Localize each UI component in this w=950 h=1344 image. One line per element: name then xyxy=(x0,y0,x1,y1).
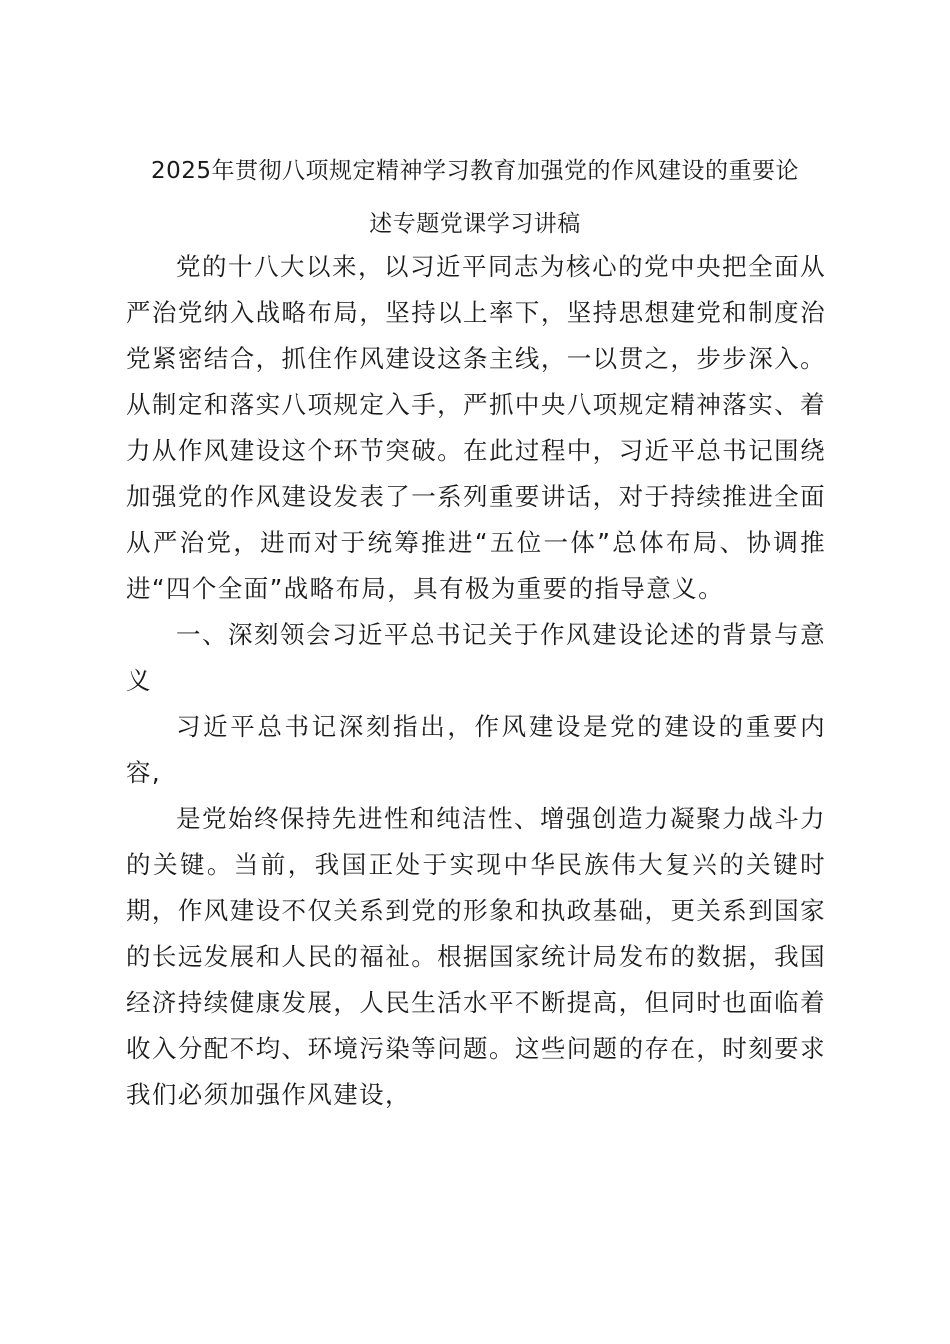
document-title-line-1: 2025年贯彻八项规定精神学习教育加强党的作风建设的重要论 xyxy=(150,158,800,184)
section-heading-1: 一、深刻领会习近平总书记关于作风建设论述的背景与意义 xyxy=(126,620,826,695)
document-body xyxy=(126,244,826,1118)
document-title-line-2: 述专题党课学习讲稿 xyxy=(369,211,581,237)
paragraph-section-1-body: 是党始终保持先进性和纯洁性、增强创造力凝聚力战斗力的关键。当前，我国正处于实现中华民族伟大复兴的关键时期，作风建设不仅关系到党的形象和执政基础，更关系到国家的长远发展和人民的福祉。根据国家统计局发布的数据，我国经济持续健康发展，人民生活水平不断提高，但同时也面临着收入分配不均、环境污染等问题。这些问题的存在，时刻要求我们必须加强作风建设， xyxy=(126,804,826,1109)
paragraph-section-1-lead: 习近平总书记深刻指出，作风建设是党的建设的重要内容, xyxy=(126,712,826,787)
paragraph-intro: 党的十八大以来，以习近平同志为核心的党中央把全面从严治党纳入战略布局，坚持以上率下，坚持思想建党和制度治党紧密结合，抓住作风建设这条主线，一以贯之，步步深入。从制定和落实八项规定入手，严抓中央八项规定精神落实、着力从作风建设这个环节突破。在此过程中，习近平总书记围绕加强党的作风建设发表了一系列重要讲话，对于持续推进全面从严治党，进而对于统筹推进“五位一体”总体布局、协调推进“四个全面”战略布局，具有极为重要的指导意义。 xyxy=(126,252,826,603)
